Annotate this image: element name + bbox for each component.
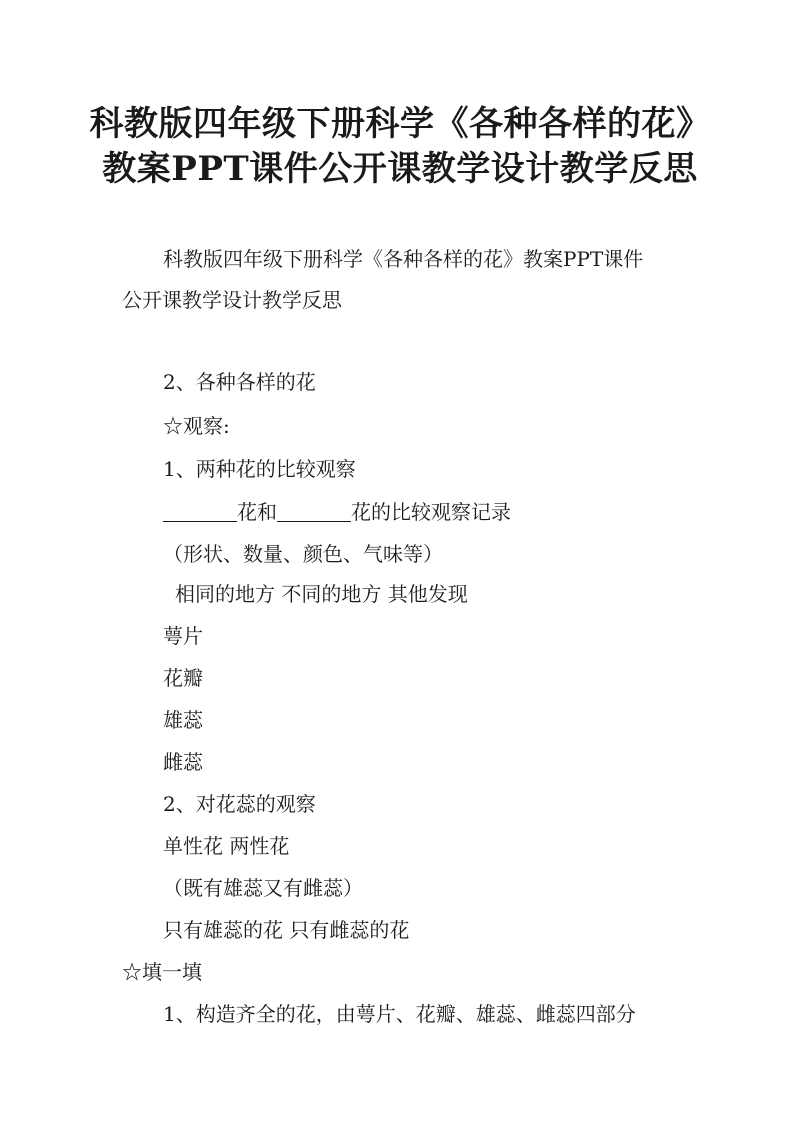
unisexual-types: 只有雄蕊的花 只有雌蕊的花 xyxy=(163,918,410,942)
blank-line-2 xyxy=(277,501,351,522)
document-title-line-1: 科教版四年级下册科学《各种各样的花》 xyxy=(89,104,711,144)
blank-line-1 xyxy=(163,501,237,522)
intro-line-1: 科教版四年级下册科学《各种各样的花》教案PPT课件 xyxy=(163,247,644,271)
row-sepal: 萼片 xyxy=(163,624,203,648)
record-note: （形状、数量、颜色、气味等） xyxy=(163,542,443,566)
row-pistil: 雌蕊 xyxy=(163,750,203,774)
bisexual-note: （既有雄蕊又有雌蕊） xyxy=(163,876,363,900)
flower-types: 单性花 两性花 xyxy=(163,834,290,858)
observe-heading: ☆观察: xyxy=(163,414,230,438)
intro-line-2: 公开课教学设计教学反思 xyxy=(122,288,342,312)
item-1-heading: 1、两种花的比较观察 xyxy=(163,457,356,481)
row-petal: 花瓣 xyxy=(163,666,203,690)
row-stamen: 雄蕊 xyxy=(163,708,203,732)
fill-item-1: 1、构造齐全的花，由萼片、花瓣、雄蕊、雌蕊四部分 xyxy=(163,1002,636,1026)
table-header: 相同的地方 不同的地方 其他发现 xyxy=(175,582,468,606)
document-title-line-2: 教案PPT课件公开课教学设计教学反思 xyxy=(102,149,698,189)
record-title-part-2: 花的比较观察记录 xyxy=(351,500,511,524)
item-2-heading: 2、对花蕊的观察 xyxy=(163,792,316,816)
record-title-part-1: 花和 xyxy=(237,500,277,524)
record-title xyxy=(163,498,511,526)
section-heading: 2、各种各样的花 xyxy=(163,370,316,394)
fill-heading: ☆填一填 xyxy=(122,960,202,984)
